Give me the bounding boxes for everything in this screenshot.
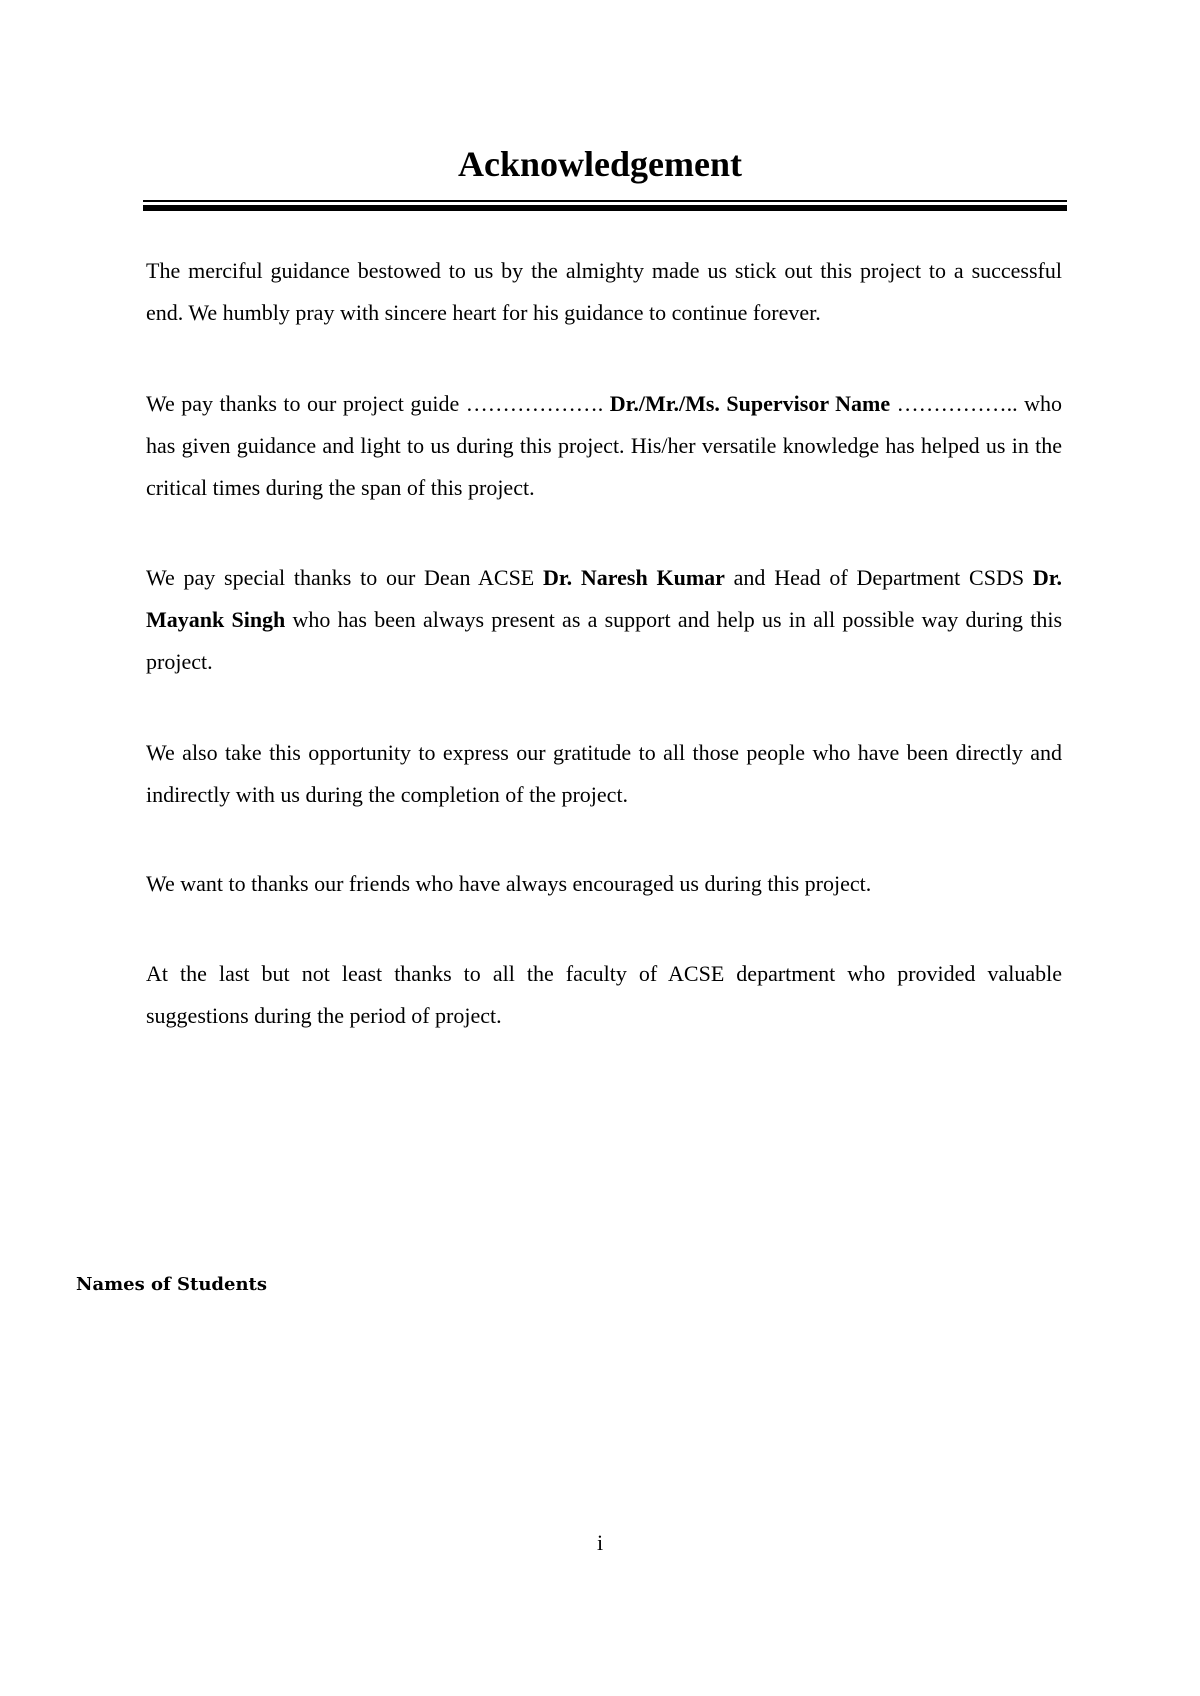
page-number: i: [596, 1530, 604, 1555]
page-title: Acknowledgement: [458, 144, 742, 184]
title-rule-thick: [143, 205, 1067, 211]
paragraph-guide-text-start: We pay thanks to our project guide ……………….: [146, 391, 610, 416]
paragraph-faculty-text: At the last but not least thanks to all the faculty of ACSE department who provided valuable suggestions during the period of project.: [146, 961, 1062, 1028]
paragraph-guide-text-end: …………….. who has given guidance and light to us during this project. His/her versatile knowledge has helped us in the critical times during the span of this project.: [146, 391, 1063, 500]
paragraph-gratitude: [146, 732, 1062, 816]
paragraph-dean-text-end: who has been always present as a support and help us in all possible way during this project.: [146, 607, 1062, 674]
hod-name: Dr. Mayank Singh: [146, 565, 1062, 632]
paragraph-project-guide: [146, 383, 1062, 509]
students-label: Names of Students: [76, 1274, 268, 1295]
paragraph-guidance-text: The merciful guidance bestowed to us by the almighty made us stick out this project to a successful end. We humbly pray with sincere heart for his guidance to continue forever.: [146, 258, 1062, 325]
paragraph-dean-hod: [146, 557, 1062, 683]
paragraph-dean-text-middle: and Head of Department CSDS: [724, 565, 1033, 590]
paragraph-friends-text: We want to thanks our friends who have always encouraged us during this project.: [146, 871, 872, 896]
dean-name: Dr. Naresh Kumar: [543, 565, 725, 590]
paragraph-friends: [146, 863, 1062, 905]
title-rule-thin: [143, 200, 1067, 202]
supervisor-name: Dr./Mr./Ms. Supervisor Name: [609, 391, 891, 416]
paragraph-faculty: [146, 953, 1062, 1037]
paragraph-dean-text-start: We pay special thanks to our Dean ACSE: [146, 565, 543, 590]
paragraph-guidance: [146, 250, 1062, 334]
paragraph-gratitude-text: We also take this opportunity to express our gratitude to all those people who have been directly and indirectly with us during the completion of the project.: [146, 740, 1062, 807]
